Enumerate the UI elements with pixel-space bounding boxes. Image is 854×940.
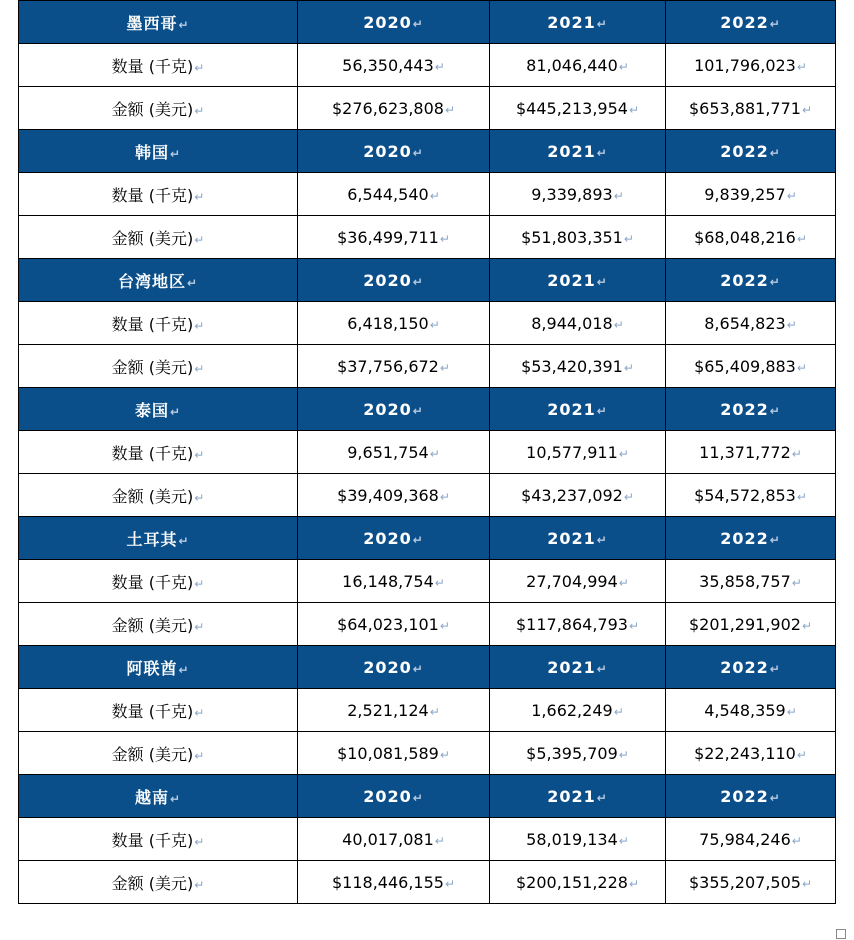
paragraph-return-icon: ↵ [439,618,450,633]
paragraph-return-icon: ↵ [791,446,802,461]
year-header-cell-text: 2020 [363,270,412,290]
year-header-cell[interactable] [298,259,490,302]
amount-value-cell-text: $54,572,853 [694,485,796,505]
amount-label-cell-text: 金额 (美元) [111,615,194,635]
amount-value-cell[interactable] [298,345,490,388]
amount-label-cell[interactable] [19,87,298,130]
paragraph-return-icon: ↵ [618,575,629,590]
paragraph-return-icon: ↵ [412,661,424,676]
quantity-label-cell-text: 数量 (千克) [111,56,194,76]
year-header-cell-text: 2021 [547,786,596,806]
paragraph-return-icon: ↵ [434,59,445,74]
paragraph-return-icon: ↵ [429,317,440,332]
paragraph-return-icon: ↵ [596,403,608,418]
section-header-row [19,1,836,44]
quantity-row [19,431,836,474]
amount-row [19,861,836,904]
paragraph-return-icon: ↵ [618,833,629,848]
paragraph-return-icon: ↵ [194,60,205,75]
paragraph-return-icon: ↵ [796,59,807,74]
quantity-value-cell-text: 9,651,754 [347,442,429,462]
paragraph-return-icon: ↵ [596,16,608,31]
quantity-value-cell[interactable] [666,302,836,345]
quantity-label-cell-text: 数量 (千克) [111,572,194,592]
paragraph-return-icon: ↵ [178,17,190,32]
paragraph-return-icon: ↵ [169,404,182,419]
table-body [19,1,836,904]
amount-value-cell-text: $10,081,589 [337,743,439,763]
amount-value-cell[interactable] [490,474,666,517]
amount-label-cell-text: 金额 (美元) [111,228,194,248]
region-name-cell[interactable] [19,646,298,689]
section-header-row [19,259,836,302]
paragraph-return-icon: ↵ [194,576,205,591]
amount-label-cell[interactable] [19,732,298,775]
amount-value-cell[interactable] [490,603,666,646]
quantity-label-cell[interactable] [19,173,298,216]
paragraph-return-icon: ↵ [623,489,634,504]
paragraph-return-icon: ↵ [186,275,199,290]
amount-row [19,345,836,388]
region-name-cell-text: 韩国 [134,142,169,162]
paragraph-return-icon: ↵ [596,532,608,547]
quantity-row [19,173,836,216]
quantity-value-cell[interactable] [666,173,836,216]
quantity-value-cell[interactable] [666,431,836,474]
paragraph-return-icon: ↵ [194,361,205,376]
amount-value-cell[interactable] [666,474,836,517]
amount-value-cell[interactable] [666,345,836,388]
amount-label-cell-text: 金额 (美元) [111,357,194,377]
amount-label-cell-text: 金额 (美元) [111,99,194,119]
year-header-cell-text: 2021 [547,657,596,677]
year-header-cell[interactable] [666,517,836,560]
amount-value-cell-text: $51,803,351 [521,227,623,247]
quantity-label-cell[interactable] [19,431,298,474]
quantity-value-cell[interactable] [298,431,490,474]
quantity-value-cell[interactable] [298,689,490,732]
paragraph-return-icon: ↵ [769,274,781,289]
section-header-row [19,388,836,431]
quantity-label-cell-text: 数量 (千克) [111,830,194,850]
paragraph-return-icon: ↵ [796,360,807,375]
paragraph-return-icon: ↵ [791,575,802,590]
year-header-cell-text: 2022 [720,141,769,161]
paragraph-return-icon: ↵ [194,447,205,462]
paragraph-return-icon: ↵ [194,705,205,720]
paragraph-return-icon: ↵ [628,618,640,633]
quantity-value-cell-text: 35,858,757 [699,571,791,591]
year-header-cell[interactable] [666,646,836,689]
paragraph-return-icon: ↵ [169,791,182,806]
paragraph-return-icon: ↵ [194,490,205,505]
year-header-cell-text: 2020 [363,657,412,677]
section-header-row [19,646,836,689]
year-header-cell[interactable] [490,646,666,689]
amount-value-cell[interactable] [490,732,666,775]
year-header-cell[interactable] [298,388,490,431]
amount-value-cell-text: $36,499,711 [337,227,439,247]
quantity-value-cell-text: 56,350,443 [342,55,434,75]
year-header-cell-text: 2022 [720,12,769,32]
amount-value-cell[interactable] [666,87,836,130]
year-header-cell[interactable] [666,775,836,818]
quantity-label-cell[interactable] [19,44,298,87]
paragraph-return-icon: ↵ [178,662,190,677]
year-header-cell-text: 2020 [363,399,412,419]
year-header-cell[interactable] [490,1,666,44]
paragraph-return-icon: ↵ [194,748,205,763]
quantity-value-cell-text: 9,839,257 [704,184,786,204]
year-header-cell-text: 2021 [547,141,596,161]
year-header-cell[interactable] [490,775,666,818]
paragraph-return-icon: ↵ [194,877,205,892]
section-header-row [19,517,836,560]
paragraph-return-icon: ↵ [439,231,450,246]
region-name-cell-text: 泰国 [134,400,169,420]
paragraph-return-icon: ↵ [444,102,456,117]
year-header-cell-text: 2020 [363,528,412,548]
paragraph-return-icon: ↵ [194,318,205,333]
paragraph-return-icon: ↵ [796,747,807,762]
year-header-cell[interactable] [666,1,836,44]
paragraph-return-icon: ↵ [613,188,624,203]
paragraph-return-icon: ↵ [412,16,424,31]
year-header-cell[interactable] [490,388,666,431]
amount-value-cell[interactable] [490,87,666,130]
region-name-cell[interactable] [19,130,298,173]
amount-label-cell-text: 金额 (美元) [111,744,194,764]
year-header-cell[interactable] [490,517,666,560]
paragraph-return-icon: ↵ [412,790,424,805]
paragraph-return-icon: ↵ [429,446,440,461]
amount-value-cell-text: $68,048,216 [694,227,796,247]
quantity-value-cell[interactable] [490,560,666,603]
region-name-cell-text: 墨西哥 [126,13,178,33]
year-header-cell-text: 2022 [720,786,769,806]
paragraph-return-icon: ↵ [769,532,781,547]
region-name-cell[interactable] [19,1,298,44]
amount-value-cell-text: $64,023,101 [337,614,439,634]
paragraph-return-icon: ↵ [412,403,424,418]
quantity-label-cell-text: 数量 (千克) [111,443,194,463]
amount-value-cell[interactable] [666,861,836,904]
paragraph-return-icon: ↵ [618,747,629,762]
year-header-cell-text: 2020 [363,141,412,161]
paragraph-return-icon: ↵ [769,790,781,805]
amount-value-cell-text: $22,243,110 [694,743,796,763]
amount-label-cell[interactable] [19,861,298,904]
paragraph-return-icon: ↵ [786,317,797,332]
year-header-cell-text: 2021 [547,399,596,419]
paragraph-return-icon: ↵ [412,532,424,547]
region-name-cell-text: 台湾地区 [117,271,186,291]
paragraph-return-icon: ↵ [596,145,608,160]
quantity-value-cell[interactable] [666,44,836,87]
paragraph-return-icon: ↵ [786,704,797,719]
paragraph-return-icon: ↵ [429,704,440,719]
amount-value-cell[interactable] [666,603,836,646]
quantity-value-cell-text: 4,548,359 [704,700,786,720]
year-header-cell-text: 2022 [720,270,769,290]
quantity-value-cell-text: 16,148,754 [342,571,434,591]
paragraph-return-icon: ↵ [769,145,781,160]
quantity-value-cell[interactable] [490,173,666,216]
quantity-value-cell-text: 58,019,134 [526,829,618,849]
paragraph-return-icon: ↵ [796,489,807,504]
paragraph-return-icon: ↵ [791,833,802,848]
paragraph-return-icon: ↵ [613,704,624,719]
year-header-cell-text: 2020 [363,12,412,32]
quantity-value-cell-text: 8,944,018 [531,313,613,333]
amount-value-cell[interactable] [298,861,490,904]
year-header-cell-text: 2022 [720,657,769,677]
paragraph-return-icon: ↵ [596,790,608,805]
amount-value-cell-text: $117,864,793 [515,614,628,634]
amount-label-cell[interactable] [19,216,298,259]
amount-row [19,474,836,517]
quantity-value-cell[interactable] [298,818,490,861]
region-name-cell-text: 阿联酋 [126,658,178,678]
quantity-value-cell-text: 6,544,540 [347,184,429,204]
quantity-value-cell-text: 81,046,440 [526,55,618,75]
quantity-label-cell[interactable] [19,302,298,345]
paragraph-return-icon: ↵ [786,188,797,203]
amount-label-cell[interactable] [19,345,298,388]
year-header-cell-text: 2020 [363,786,412,806]
year-header-cell-text: 2022 [720,399,769,419]
paragraph-return-icon: ↵ [169,146,182,161]
amount-value-cell-text: $445,213,954 [515,98,628,118]
paragraph-return-icon: ↵ [194,103,205,118]
quantity-value-cell[interactable] [298,173,490,216]
amount-value-cell[interactable] [666,216,836,259]
amount-row [19,87,836,130]
quantity-value-cell-text: 40,017,081 [342,829,434,849]
quantity-label-cell-text: 数量 (千克) [111,314,194,334]
section-header-row [19,775,836,818]
amount-value-cell-text: $65,409,883 [694,356,796,376]
year-header-cell[interactable] [298,130,490,173]
paragraph-return-icon: ↵ [596,661,608,676]
year-header-cell-text: 2021 [547,12,596,32]
paragraph-return-icon: ↵ [194,232,205,247]
paragraph-return-icon: ↵ [194,619,205,634]
quantity-label-cell-text: 数量 (千克) [111,185,194,205]
table-resize-handle[interactable] [836,929,846,939]
quantity-value-cell[interactable] [490,818,666,861]
paragraph-return-icon: ↵ [623,231,634,246]
paragraph-return-icon: ↵ [434,833,445,848]
quantity-value-cell[interactable] [666,560,836,603]
year-header-cell[interactable] [666,259,836,302]
paragraph-return-icon: ↵ [801,618,813,633]
amount-value-cell-text: $43,237,092 [521,485,623,505]
paragraph-return-icon: ↵ [628,876,640,891]
amount-value-cell-text: $200,151,228 [515,872,628,892]
paragraph-return-icon: ↵ [444,876,456,891]
quantity-value-cell-text: 10,577,911 [526,442,618,462]
paragraph-return-icon: ↵ [178,533,190,548]
paragraph-return-icon: ↵ [769,661,781,676]
paragraph-return-icon: ↵ [434,575,445,590]
section-header-row [19,130,836,173]
paragraph-return-icon: ↵ [623,360,634,375]
year-header-cell-text: 2021 [547,528,596,548]
year-header-cell[interactable] [490,259,666,302]
paragraph-return-icon: ↵ [194,189,205,204]
quantity-value-cell-text: 2,521,124 [347,700,429,720]
quantity-value-cell[interactable] [666,818,836,861]
paragraph-return-icon: ↵ [628,102,640,117]
paragraph-return-icon: ↵ [596,274,608,289]
paragraph-return-icon: ↵ [194,834,205,849]
amount-value-cell-text: $53,420,391 [521,356,623,376]
import-data-table [18,0,836,904]
quantity-value-cell[interactable] [490,431,666,474]
amount-value-cell[interactable] [298,216,490,259]
amount-value-cell-text: $276,623,808 [331,98,444,118]
year-header-cell-text: 2021 [547,270,596,290]
paragraph-return-icon: ↵ [412,145,424,160]
quantity-row [19,818,836,861]
quantity-row [19,689,836,732]
region-name-cell[interactable] [19,388,298,431]
quantity-value-cell[interactable] [298,560,490,603]
amount-value-cell-text: $37,756,672 [337,356,439,376]
year-header-cell[interactable] [490,130,666,173]
amount-row [19,732,836,775]
quantity-value-cell-text: 9,339,893 [531,184,613,204]
quantity-label-cell[interactable] [19,818,298,861]
paragraph-return-icon: ↵ [769,403,781,418]
quantity-label-cell[interactable] [19,689,298,732]
quantity-value-cell-text: 101,796,023 [694,55,796,75]
year-header-cell-text: 2022 [720,528,769,548]
amount-label-cell[interactable] [19,474,298,517]
year-header-cell[interactable] [298,517,490,560]
region-name-cell[interactable] [19,517,298,560]
quantity-value-cell[interactable] [490,44,666,87]
amount-value-cell[interactable] [490,216,666,259]
quantity-value-cell[interactable] [298,302,490,345]
quantity-value-cell[interactable] [666,689,836,732]
year-header-cell[interactable] [298,775,490,818]
quantity-value-cell-text: 1,662,249 [531,700,613,720]
paragraph-return-icon: ↵ [801,102,813,117]
quantity-value-cell-text: 11,371,772 [699,442,791,462]
amount-value-cell-text: $201,291,902 [688,614,801,634]
year-header-cell[interactable] [298,1,490,44]
region-name-cell-text: 越南 [134,787,169,807]
amount-value-cell[interactable] [490,345,666,388]
quantity-value-cell-text: 6,418,150 [347,313,429,333]
paragraph-return-icon: ↵ [613,317,624,332]
quantity-value-cell-text: 27,704,994 [526,571,618,591]
year-header-cell[interactable] [666,388,836,431]
region-name-cell[interactable] [19,259,298,302]
amount-value-cell[interactable] [490,861,666,904]
amount-label-cell-text: 金额 (美元) [111,486,194,506]
amount-row [19,603,836,646]
amount-value-cell-text: $355,207,505 [688,872,801,892]
quantity-row [19,44,836,87]
year-header-cell[interactable] [298,646,490,689]
amount-value-cell-text: $118,446,155 [331,872,444,892]
paragraph-return-icon: ↵ [769,16,781,31]
amount-value-cell[interactable] [298,87,490,130]
paragraph-return-icon: ↵ [429,188,440,203]
paragraph-return-icon: ↵ [618,446,629,461]
amount-value-cell-text: $5,395,709 [526,743,618,763]
quantity-row [19,560,836,603]
quantity-value-cell-text: 75,984,246 [699,829,791,849]
amount-row [19,216,836,259]
amount-value-cell[interactable] [298,474,490,517]
paragraph-return-icon: ↵ [439,747,450,762]
quantity-row [19,302,836,345]
paragraph-return-icon: ↵ [412,274,424,289]
amount-value-cell[interactable] [666,732,836,775]
quantity-value-cell[interactable] [298,44,490,87]
paragraph-return-icon: ↵ [801,876,813,891]
paragraph-return-icon: ↵ [618,59,629,74]
amount-value-cell-text: $39,409,368 [337,485,439,505]
paragraph-return-icon: ↵ [439,489,450,504]
amount-label-cell[interactable] [19,603,298,646]
paragraph-return-icon: ↵ [439,360,450,375]
amount-value-cell-text: $653,881,771 [688,98,801,118]
amount-value-cell[interactable] [298,603,490,646]
quantity-value-cell[interactable] [490,302,666,345]
year-header-cell[interactable] [666,130,836,173]
amount-label-cell-text: 金额 (美元) [111,873,194,893]
paragraph-return-icon: ↵ [796,231,807,246]
quantity-value-cell[interactable] [490,689,666,732]
quantity-label-cell-text: 数量 (千克) [111,701,194,721]
amount-value-cell[interactable] [298,732,490,775]
quantity-label-cell[interactable] [19,560,298,603]
region-name-cell-text: 土耳其 [126,529,178,549]
quantity-value-cell-text: 8,654,823 [704,313,786,333]
region-name-cell[interactable] [19,775,298,818]
